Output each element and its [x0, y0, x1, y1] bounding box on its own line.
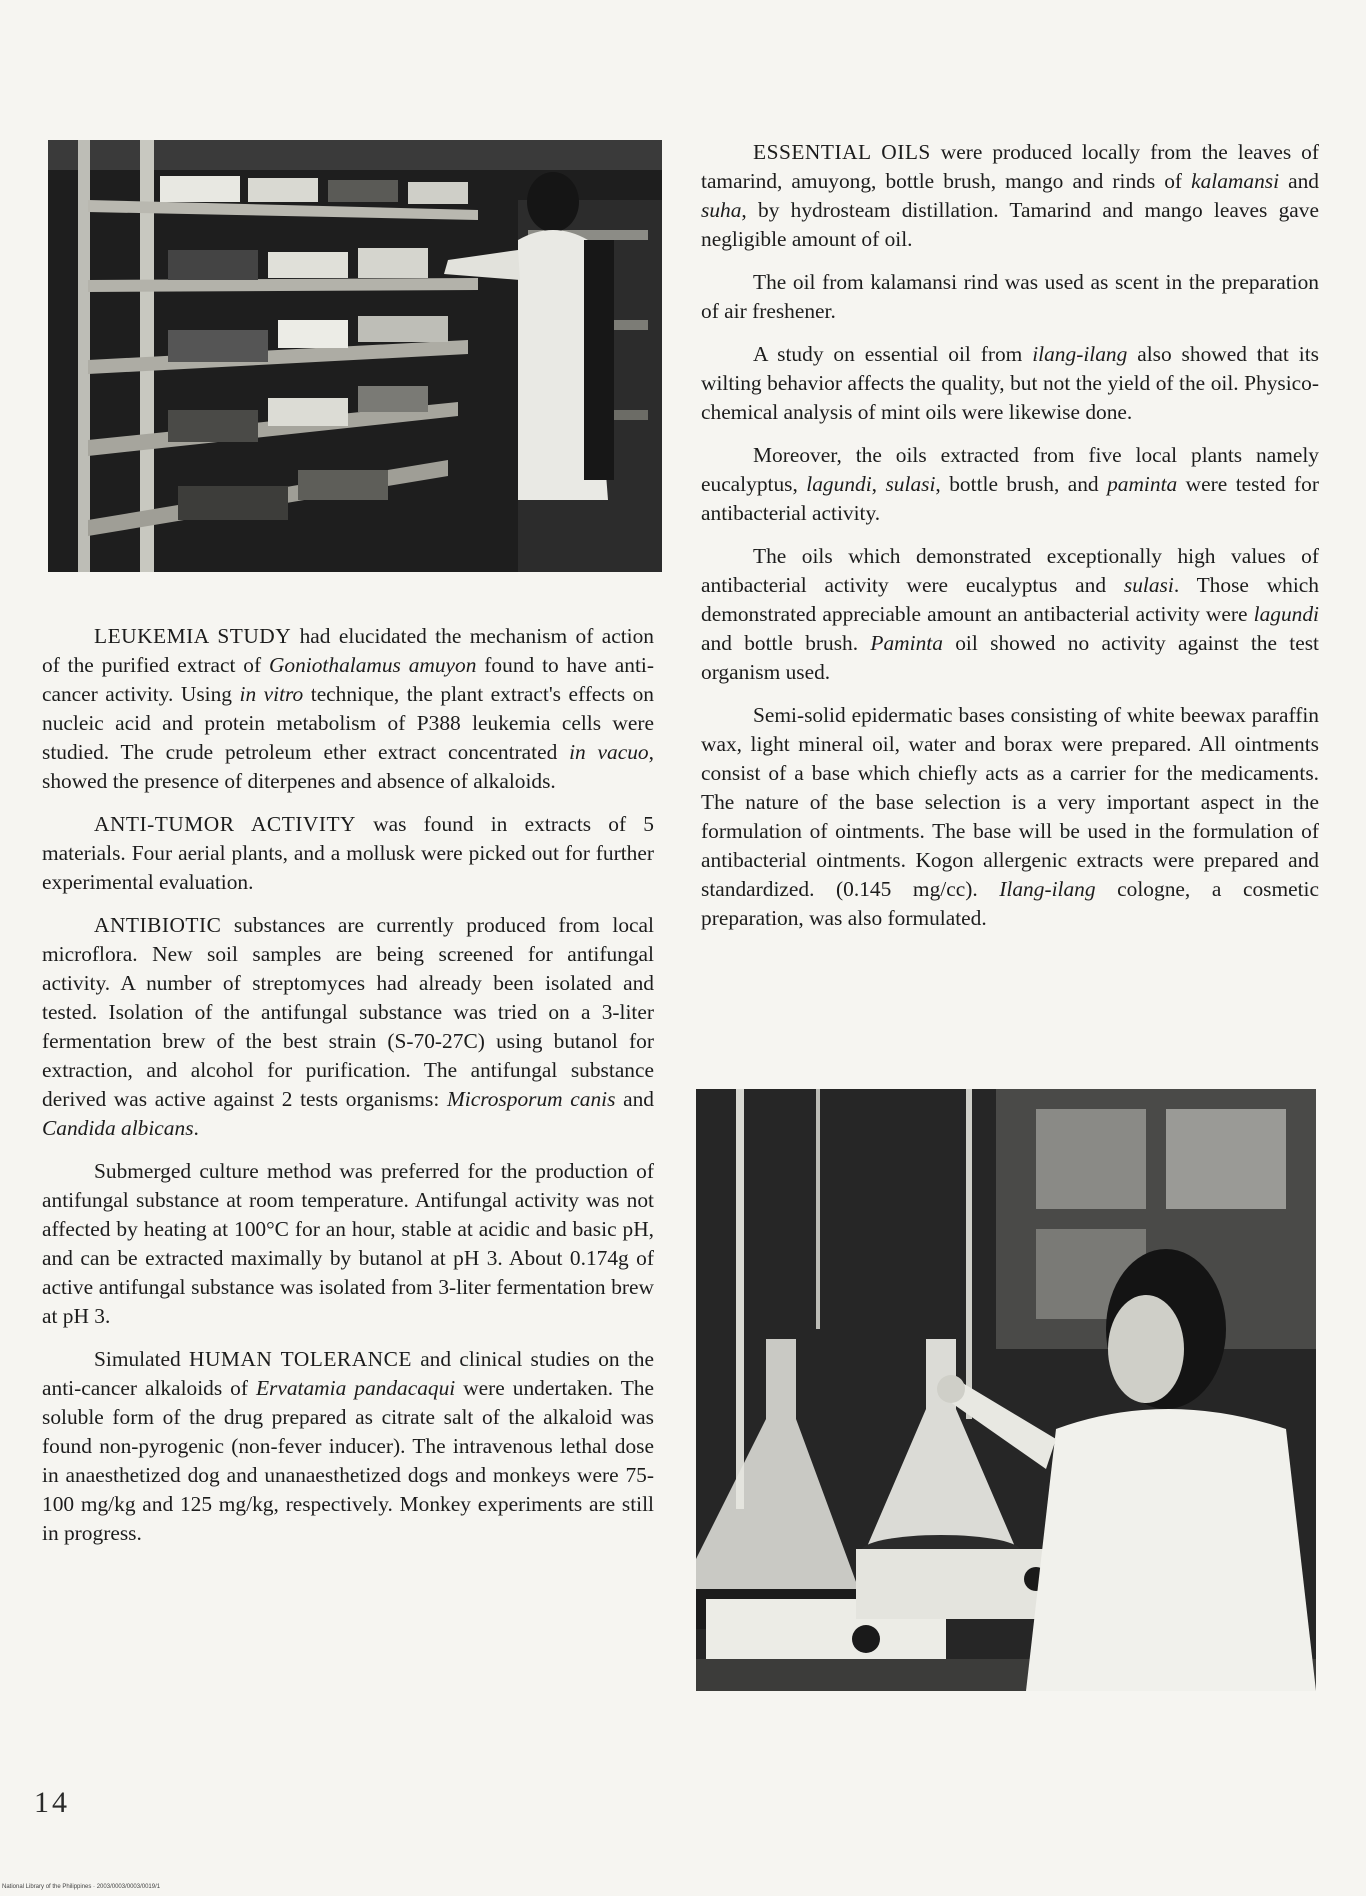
text-run: Moreover, the oils extracted from five local plants namely eucalyptus, — [701, 443, 1319, 496]
section-lead-term: ANTI-TUMOR ACTIVITY — [94, 812, 356, 836]
italic-term: Goniothalamus amuyon — [268, 653, 477, 677]
text-run: Semi-solid epidermatic bases consisting of white beewax paraffin wax, light mineral oil, water and borax were prepared. All ointments consist of a base which chiefly acts as a carrier for the medicaments. The nature of the base selection is a very important aspect in the formulation of ointments. The base will be used in the formulation of antibacterial ointments. Kogon allergenic extracts were prepared and standardized. (0.145 mg/cc). — [701, 703, 1319, 901]
text-run: also showed that its wilting behavior affects the quality, but not the yield of the oil. Physico-chemical analysis of mint oils were likewise done. — [701, 342, 1319, 424]
text-run: . — [193, 1116, 199, 1140]
text-run: The oils which demonstrated exceptionally high values of antibacterial activity were eucalyptus and — [701, 544, 1319, 597]
text-run: Simulated — [94, 1347, 189, 1371]
page-number: 14 — [34, 1786, 70, 1819]
text-run: technique, the plant extract's effects on nucleic acid and protein metabolism of P388 leukemia cells were studied. The crude petroleum ether extract concentrated — [42, 682, 654, 764]
culture-method-paragraph — [42, 1157, 654, 1331]
text-run: and — [1279, 169, 1319, 193]
text-run: and — [615, 1087, 654, 1111]
section-lead-term: LEUKEMIA STUDY — [94, 624, 292, 648]
text-run: cologne, a cosmetic preparation, was also formulated. — [701, 877, 1319, 930]
text-run: substances are currently produced from local microflora. New soil samples are being screened for antifungal activity. A number of streptomyces had already been isolated and tested. Isolation of the antifungal substance was tried on a 3-liter fermentation brew of the best strain (S-70-27C) using butanol for extraction, and alcohol for purification. The antifungal substance derived was active against 2 tests organisms: — [42, 913, 654, 1111]
italic-term: in vitro — [239, 682, 304, 706]
right-column-text — [701, 138, 1319, 947]
laboratory-distillation-photo — [696, 1089, 1316, 1691]
italic-term: kalamansi — [1191, 169, 1280, 193]
italic-term: sulasi — [1123, 573, 1174, 597]
italic-term: Candida albicans — [42, 1116, 194, 1140]
italic-term: lagundi — [806, 472, 872, 496]
text-run: A study on essential oil from — [753, 342, 1033, 366]
text-run: were produced locally from the leaves of tamarind, amuyong, bottle brush, mango and rinds of — [701, 140, 1319, 193]
text-run: found to have anti-cancer activity. Using — [42, 653, 654, 706]
text-run: , by hydrosteam distillation. Tamarind and mango leaves gave negligible amount of oil. — [701, 198, 1319, 251]
italic-term: suha — [701, 198, 742, 222]
text-run: was found in extracts of 5 materials. Four aerial plants, and a mollusk were picked out for further experimental evaluation. — [42, 812, 654, 894]
italic-term: Ervatamia pandacaqui — [255, 1376, 456, 1400]
ilang-ilang-paragraph — [701, 340, 1319, 427]
section-lead-term: HUMAN TOLERANCE — [189, 1347, 412, 1371]
text-run: oil showed no activity against the test organism used. — [701, 631, 1319, 684]
italic-term: Paminta — [870, 631, 943, 655]
italic-term: paminta — [1107, 472, 1178, 496]
laboratory-shelves-photo — [48, 140, 662, 572]
italic-term: Ilang-ilang — [999, 877, 1096, 901]
text-run: , bottle brush, and — [935, 472, 1108, 496]
italic-term: ilang-ilang — [1032, 342, 1128, 366]
text-run: Submerged culture method was preferred for the production of antifungal substance at room temperature. Antifungal activity was not affected by heating at 100°C for an hour, stable at acidic and basic pH, and can be extracted maximally by butanol at pH 3. About 0.174g of active antifungal substance was isolated from 3-liter fermentation brew at pH 3. — [42, 1159, 654, 1328]
text-run: had elucidated the mechanism of action of the purified extract of — [42, 624, 654, 677]
anti-tumor-paragraph — [42, 810, 654, 897]
photo-shelves-image — [48, 140, 662, 572]
kalamansi-paragraph — [701, 268, 1319, 326]
antibiotic-paragraph — [42, 911, 654, 1143]
section-lead-term: ESSENTIAL OILS — [753, 140, 931, 164]
text-run: , — [871, 472, 886, 496]
human-tolerance-paragraph — [42, 1345, 654, 1548]
leukemia-paragraph — [42, 622, 654, 796]
section-lead-term: ANTIBIOTIC — [94, 913, 222, 937]
antibacterial-paragraph — [701, 542, 1319, 687]
text-run: , showed the presence of diterpenes and absence of alkaloids. — [42, 740, 654, 793]
italic-term: lagundi — [1253, 602, 1319, 626]
italic-term: sulasi — [885, 472, 936, 496]
archive-footer-note: National Library of the Philippines · 2003/0003/0003/0019/1 — [2, 1884, 161, 1890]
text-run: The oil from kalamansi rind was used as scent in the preparation of air freshener. — [701, 270, 1319, 323]
five-plants-paragraph — [701, 441, 1319, 528]
ointments-paragraph — [701, 701, 1319, 933]
italic-term: in vacuo — [569, 740, 649, 764]
text-run: were tested for antibacterial activity. — [701, 472, 1319, 525]
text-run: were undertaken. The soluble form of the drug prepared as citrate salt of the alkaloid was found non-pyrogenic (non-fever inducer). The intravenous lethal dose in anaesthetized dog and unanaesthetized dogs and monkeys were 75-100 mg/kg and 125 mg/kg, respectively. Monkey experiments are still in progress. — [42, 1376, 654, 1545]
left-column-text — [42, 622, 654, 1562]
essential-oils-paragraph — [701, 138, 1319, 254]
italic-term: Microsporum canis — [446, 1087, 616, 1111]
text-run: and bottle brush. — [701, 631, 871, 655]
text-run: . Those which demonstrated appreciable amount an antibacterial activity were — [701, 573, 1319, 626]
photo-distillation-image — [696, 1089, 1316, 1691]
text-run: and clinical studies on the anti-cancer alkaloids of — [42, 1347, 654, 1400]
